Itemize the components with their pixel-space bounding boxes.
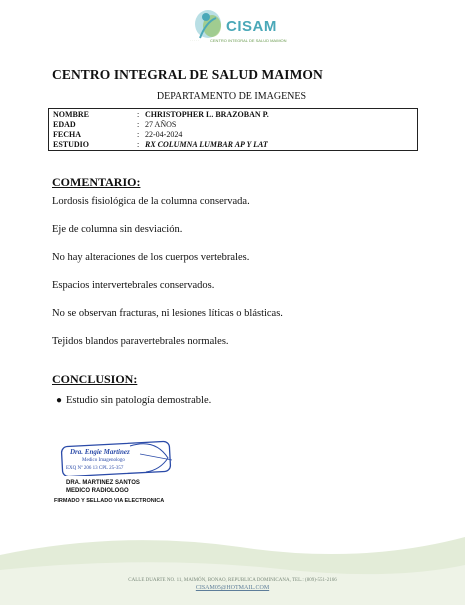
department-title: DEPARTAMENTO DE IMAGENES — [156, 91, 307, 102]
conclusion-heading: CONCLUSION: — [52, 372, 138, 386]
cisam-logo — [190, 8, 300, 48]
patient-name: CHRISTOPHER L. BRAZOBAN P. — [145, 110, 269, 119]
bullet-icon: ● — [56, 395, 63, 406]
patient-age: 27 AÑOS — [145, 120, 177, 129]
signature-title: MEDICO RADIOLOGO — [66, 488, 129, 494]
comment-paragraph: No se observan fracturas, ni lesiones líticas o blásticas. — [52, 308, 283, 319]
logo-dots: ..... — [190, 37, 200, 42]
comment-paragraph: Tejidos blandos paravertebrales normales. — [52, 336, 229, 347]
footer-wave — [0, 525, 465, 605]
comment-paragraph: No hay alteraciones de los cuerpos vertebrales. — [52, 252, 250, 263]
signature-note: FIRMADO Y SELLADO VIA ELECTRONICA — [54, 498, 165, 504]
logo-name: CISAM — [226, 18, 277, 35]
logo-subtitle: CENTRO INTEGRAL DE SALUD MAIMON — [210, 38, 287, 43]
footer-address: CALLE DUARTE NO. 11, MAIMÓN, BONAO, REPUBLICA DOMINICANA, TEL.: (809)-551-2166 — [128, 578, 337, 583]
comment-paragraph: Lordosis fisiológica de la columna conservada. — [52, 196, 250, 207]
comment-paragraph: Espacios intervertebrales conservados. — [52, 280, 215, 291]
patient-study: RX COLUMNA LUMBAR AP Y LAT — [145, 140, 268, 149]
comment-heading: COMENTARIO: — [52, 175, 141, 189]
stamp-registration: EXQ Nº 206 13 CPL 25-357 — [66, 466, 124, 471]
signature-name: DRA. MARTINEZ SANTOS — [66, 480, 140, 486]
stamp-doctor-title: Medico Imagenologo — [82, 458, 125, 463]
signature-stamp — [60, 440, 180, 476]
page-title: CENTRO INTEGRAL DE SALUD MAIMON — [52, 67, 323, 82]
patient-date: 22-04-2024 — [145, 130, 183, 139]
conclusion-item: ● Estudio sin patología demostrable. — [56, 395, 212, 406]
comment-paragraph: Eje de columna sin desviación. — [52, 224, 183, 235]
footer-email[interactable]: CISAM05@HOTMAIL.COM — [195, 585, 270, 591]
patient-info-box: NOMBRE : CHRISTOPHER L. BRAZOBAN P. EDAD : 27 AÑOS FECHA : 22-04-2024 ESTUDIO : RX COLUMNA LUMBAR AP Y LAT — [48, 108, 418, 151]
stamp-doctor-name: Dra. Engie Martinez — [70, 448, 130, 456]
